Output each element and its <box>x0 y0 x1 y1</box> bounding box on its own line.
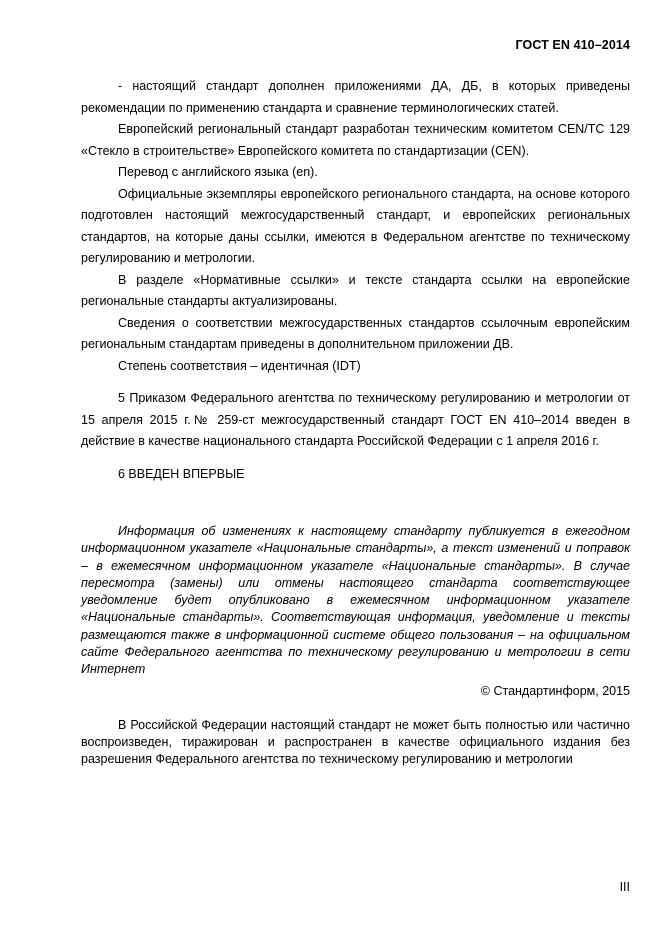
legal-notice-block <box>81 717 630 769</box>
standard-code-header: ГОСТ EN 410–2014 <box>515 38 630 52</box>
paragraph-annexes: - настоящий стандарт дополнен приложениями ДА, ДБ, в которых приведены рекомендации по применению стандарта и сравнение терминологических статей. <box>81 79 630 115</box>
paragraph-committee: Европейский региональный стандарт разработан техническим комитетом CEN/TC 129 «Стекло в строительстве» Европейского комитета по стандартизации (CEN). <box>81 122 630 158</box>
info-notice-block <box>81 523 630 679</box>
spacer <box>81 453 630 464</box>
paragraph-translation: Перевод с английского языка (en). <box>118 165 318 179</box>
spacer <box>81 485 630 523</box>
paragraph-official-copies: Официальные экземпляры европейского регионального стандарта, на основе которого подготовлен настоящий межгосударственный стандарт, и европейских региональных стандартов, на которые даны ссылки, имеются в Федеральном агентстве по техническому регулированию и метрологии. <box>81 186 630 265</box>
item-6-introduced: 6 ВВЕДЕН ВПЕРВЫЕ <box>118 466 245 481</box>
spacer <box>81 701 630 717</box>
page-number: III <box>619 880 630 894</box>
copyright: © Стандартинформ, 2015 <box>480 683 630 698</box>
paragraph-conformity-info: Сведения о соответствии межгосударственных стандартов ссылочным европейским региональным стандартам приведены в дополнительном приложении ДВ. <box>81 315 630 351</box>
paragraph-references: В разделе «Нормативные ссылки» и тексте стандарта ссылки на европейские региональные стандарты актуализированы. <box>81 272 630 308</box>
item-5-order: 5 Приказом Федерального агентства по техническому регулированию и метрологии от 15 апреля 2015 г.№ 259-ст межгосударственный стандарт ГОСТ EN 410–2014 введен в действие в качестве национального стандарта Российской Федерации с 1 апреля 2016 г. <box>81 391 630 448</box>
info-notice: Информация об изменениях к настоящему стандарту публикуется в ежегодном информационном указателе «Национальные стандарты», а текст изменений и поправок – в ежемесячном информационном указателе «Национальные стандарты». В случае пересмотра (замены) или отмены настоящего стандарта соответствующее уведомление будет опубликовано в ежемесячном информационном указателе «Национальные стандарты». Соответствующая информация, уведомление и тексты размещаются также в информационной системе общего пользования – на официальном сайте Федерального агентства по техническому регулированию и метрологии в сети Интернет <box>81 524 630 677</box>
page-content <box>81 76 630 769</box>
spacer <box>81 377 630 388</box>
legal-notice: В Российской Федерации настоящий стандарт не может быть полностью или частично воспроизведен, тиражирован и распространен в качестве официального издания без разрешения Федерального агентства по техническому регулированию и метрологии <box>81 717 630 767</box>
intro-section <box>81 76 630 377</box>
paragraph-degree: Степень соответствия – идентичная (IDT) <box>118 358 361 373</box>
